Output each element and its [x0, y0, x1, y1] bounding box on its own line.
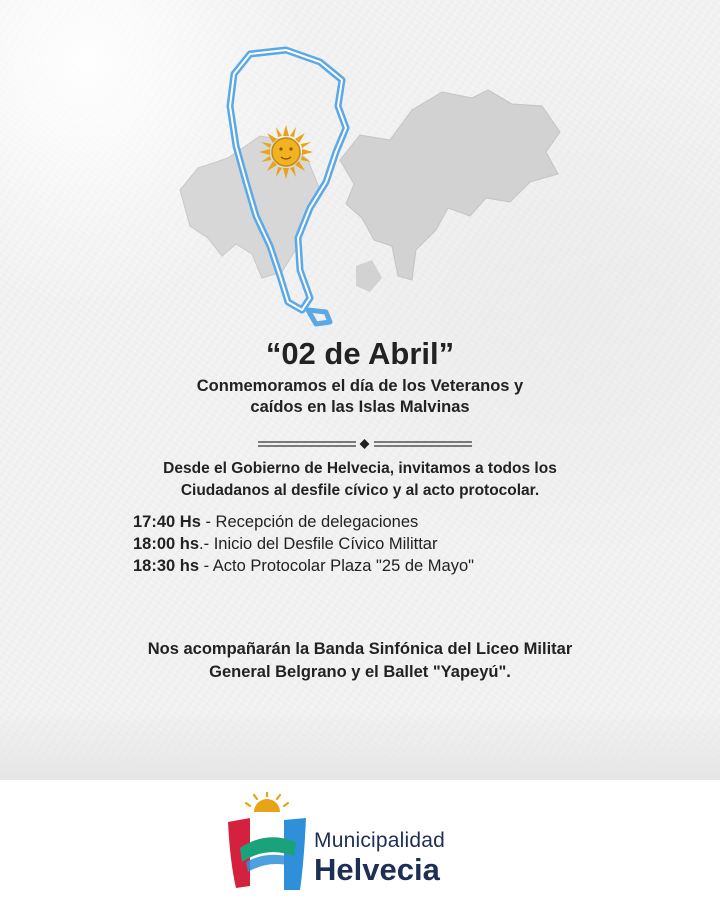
east-falkland-shape — [340, 90, 560, 280]
schedule-time: 18:30 hs — [133, 557, 200, 575]
logo-line-2: Helvecia — [314, 852, 440, 887]
logo-line-1: Municipalidad — [314, 829, 446, 852]
sol-de-mayo-icon — [259, 125, 313, 179]
small-island-shape — [356, 260, 382, 292]
schedule-item — [133, 511, 653, 533]
schedule-item — [133, 555, 653, 577]
schedule-time: 18:00 hs — [133, 535, 200, 553]
closing-line-2: General Belgrano y el Ballet "Yapeyú". — [209, 663, 511, 681]
footer — [0, 780, 720, 900]
municipality-logo-text — [314, 828, 445, 886]
subtitle-line-2: caídos en las Islas Malvinas — [250, 398, 470, 416]
schedule-time: 17:40 Hs — [133, 513, 201, 531]
schedule-list — [133, 511, 653, 577]
event-title: “02 de Abril” — [265, 336, 455, 371]
helvecia-h-logo-icon — [226, 792, 308, 892]
invite-line-2: Ciudadanos al desfile cívico y al acto protocolar. — [180, 482, 540, 499]
schedule-item — [133, 533, 653, 555]
tierra-del-fuego-outline — [308, 310, 330, 324]
schedule-desc: - Recepción de delegaciones — [200, 513, 419, 531]
invite-line-1: Desde el Gobierno de Helvecia, invitamos a todos los — [163, 460, 557, 477]
bottom-fade — [0, 710, 720, 780]
ornament-divider — [258, 438, 472, 450]
invitation-text — [0, 458, 720, 502]
subtitle-line-1: Conmemoramos el día de los Veteranos y — [196, 377, 524, 395]
closing-text — [0, 638, 720, 684]
malvinas-islands-map-icon — [150, 40, 580, 340]
logo-sun-icon — [246, 792, 288, 812]
schedule-desc: - Acto Protocolar Plaza "25 de Mayo" — [199, 557, 474, 575]
schedule-desc: .- Inicio del Desfile Cívico Milittar — [199, 535, 438, 553]
event-subtitle — [0, 376, 720, 418]
closing-line-1: Nos acompañarán la Banda Sinfónica del Liceo Militar — [147, 640, 573, 658]
